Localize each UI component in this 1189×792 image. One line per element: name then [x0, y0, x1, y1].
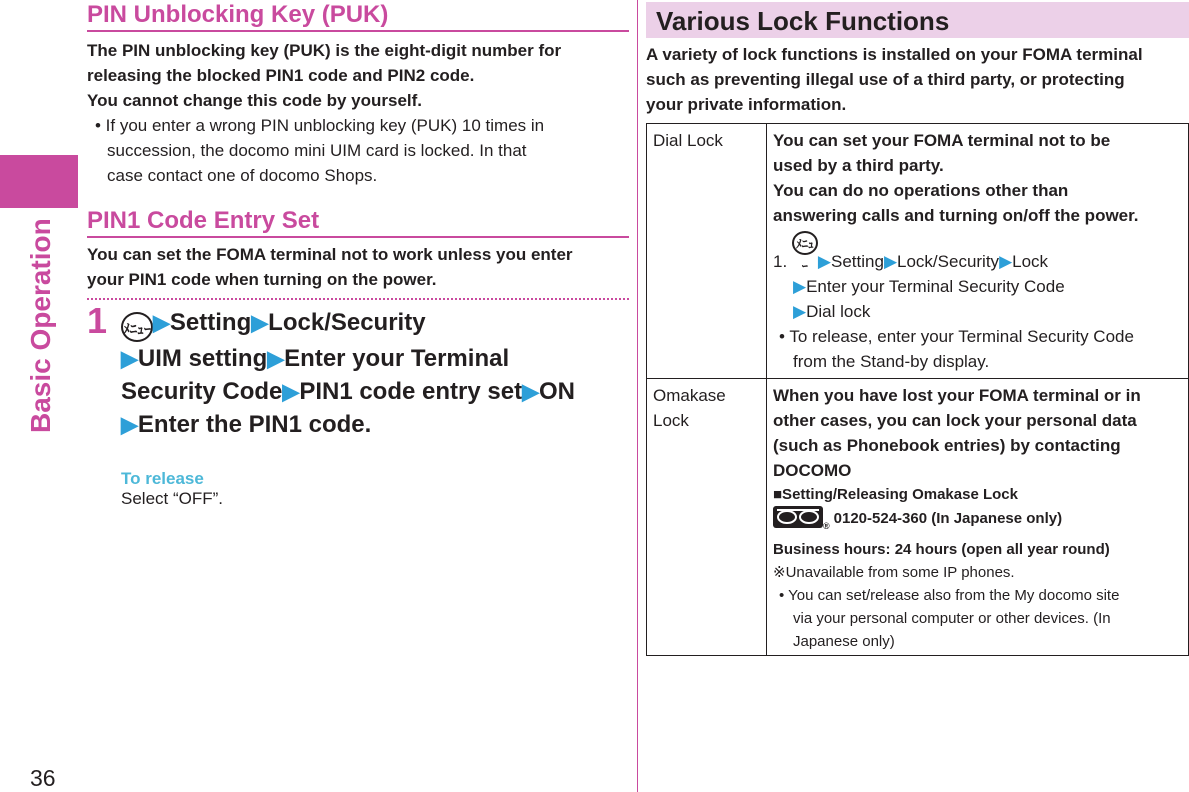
registered-mark: ®: [823, 521, 830, 531]
side-tab-text: Basic Operation: [25, 218, 56, 433]
dial-step-line-3: [773, 299, 1182, 324]
menu-key-icon: ﾒﾆｭｰ: [121, 312, 153, 342]
omakase-phone-line: [773, 506, 1182, 538]
column-divider: [637, 0, 638, 792]
left-column: [87, 0, 629, 509]
intro-text: [646, 42, 1189, 117]
intro-line-1: A variety of lock functions is installed on your FOMA terminal: [646, 45, 1143, 64]
menu-key-icon: ﾒﾆｭｰ: [792, 231, 818, 255]
right-column: [646, 0, 1189, 656]
pin1-text-2: your PIN1 code when turning on the power.: [87, 270, 437, 289]
arrow-icon: ▶: [153, 310, 170, 335]
dial-lock-description: [767, 124, 1189, 379]
puk-bullet-1: • If you enter a wrong PIN unblocking key (PUK) 10 times in: [95, 116, 545, 135]
table-row: [647, 379, 1189, 656]
dial-step: [773, 231, 1182, 274]
step-pin1-entry-set: PIN1 code entry set: [299, 378, 523, 405]
intro-line-2: such as preventing illegal use of a third party, or protecting: [646, 70, 1125, 89]
step-enter-pin1: Enter the PIN1 code.: [137, 411, 372, 438]
omakase-bullet-2: via your personal computer or other devices. (In: [793, 610, 1111, 627]
dial-desc-4: answering calls and turning on/off the power.: [773, 206, 1139, 225]
release-heading: To release: [121, 469, 204, 488]
release-text: Select “OFF”.: [121, 489, 224, 508]
omakase-desc-2: other cases, you can lock your personal data: [773, 411, 1137, 430]
dial-release-2: from the Stand-by display.: [793, 352, 990, 371]
omakase-desc-3: (such as Phonebook entries) by contacting: [773, 436, 1121, 455]
pin1-text-1: You can set the FOMA terminal not to work unless you enter: [87, 245, 573, 264]
dial-step-number: 1.: [773, 252, 788, 271]
arrow-icon: ▶: [793, 277, 807, 296]
omakase-name-1: Omakase: [653, 386, 726, 405]
dial-desc-3: You can do no operations other than: [773, 181, 1069, 200]
dial-lock-name: Dial Lock: [647, 124, 767, 379]
dial-step-dial-lock: Dial lock: [806, 302, 871, 321]
omakase-name-2: Lock: [653, 411, 689, 430]
arrow-icon: ▶: [522, 379, 539, 404]
step-uim-setting: UIM setting: [137, 345, 268, 372]
lock-functions-table: [646, 123, 1189, 656]
puk-bullet-3: case contact one of docomo Shops.: [107, 166, 378, 185]
arrow-icon: ▶: [282, 379, 300, 404]
omakase-bullet-3: Japanese only): [793, 633, 895, 650]
dial-desc-2: used by a third party.: [773, 156, 944, 175]
step-enter-terminal: Enter your Terminal: [284, 345, 510, 372]
step-on: ON: [538, 378, 575, 405]
dial-step-lock-security: Lock/Security: [897, 252, 1000, 271]
arrow-icon: ▶: [817, 252, 831, 271]
arrow-icon: ▶: [251, 310, 269, 335]
omakase-hours: Business hours: 24 hours (open all year round): [773, 541, 1110, 558]
arrow-icon: ▶: [121, 346, 138, 371]
dial-step-line-2: [773, 274, 1182, 299]
omakase-bullet-1: • You can set/release also from the My docomo site: [779, 587, 1120, 604]
omakase-lock-name: [647, 379, 767, 656]
omakase-lock-description: [767, 379, 1189, 656]
arrow-icon: ▶: [267, 346, 285, 371]
dial-desc-1: You can set your FOMA terminal not to be: [773, 131, 1111, 150]
dial-step-lock: Lock: [1012, 252, 1049, 271]
omakase-note: ※Unavailable from some IP phones.: [773, 564, 1015, 581]
puk-text-2: releasing the blocked PIN1 code and PIN2 code.: [87, 66, 475, 85]
dial-step-enter-code: Enter your Terminal Security Code: [806, 277, 1065, 296]
table-row: [647, 124, 1189, 379]
arrow-icon: ▶: [999, 252, 1013, 271]
step-lock-security: Lock/Security: [268, 309, 426, 336]
pin1-heading: PIN1 Code Entry Set: [87, 206, 629, 238]
step-1: [87, 300, 629, 441]
step-number: 1: [87, 300, 108, 341]
omakase-desc-1: When you have lost your FOMA terminal or in: [773, 386, 1141, 405]
omakase-heading: ■Setting/Releasing Omakase Lock: [773, 486, 1018, 503]
arrow-icon: ▶: [883, 252, 898, 271]
omakase-desc-4: DOCOMO: [773, 461, 852, 480]
step-security-code: Security Code: [121, 378, 283, 405]
puk-heading: PIN Unblocking Key (PUK): [87, 0, 629, 32]
page-number: 36: [30, 765, 56, 791]
free-dial-icon: [773, 506, 823, 528]
dial-release-1: • To release, enter your Terminal Security Code: [779, 327, 1134, 346]
puk-text-1: The PIN unblocking key (PUK) is the eight-digit number for: [87, 41, 562, 60]
side-tab-marker: [0, 155, 78, 208]
side-tab-label: [14, 215, 66, 435]
intro-line-3: your private information.: [646, 95, 847, 114]
puk-text-3: You cannot change this code by yourself.: [87, 91, 423, 110]
puk-bullet-2: succession, the docomo mini UIM card is locked. In that: [107, 141, 527, 160]
dial-step-setting: Setting: [831, 252, 884, 271]
arrow-icon: ▶: [121, 412, 138, 437]
lock-functions-banner: Various Lock Functions: [646, 2, 1189, 38]
arrow-icon: ▶: [793, 302, 807, 321]
omakase-phone: 0120-524-360 (In Japanese only): [833, 510, 1063, 527]
step-setting: Setting: [169, 309, 252, 336]
